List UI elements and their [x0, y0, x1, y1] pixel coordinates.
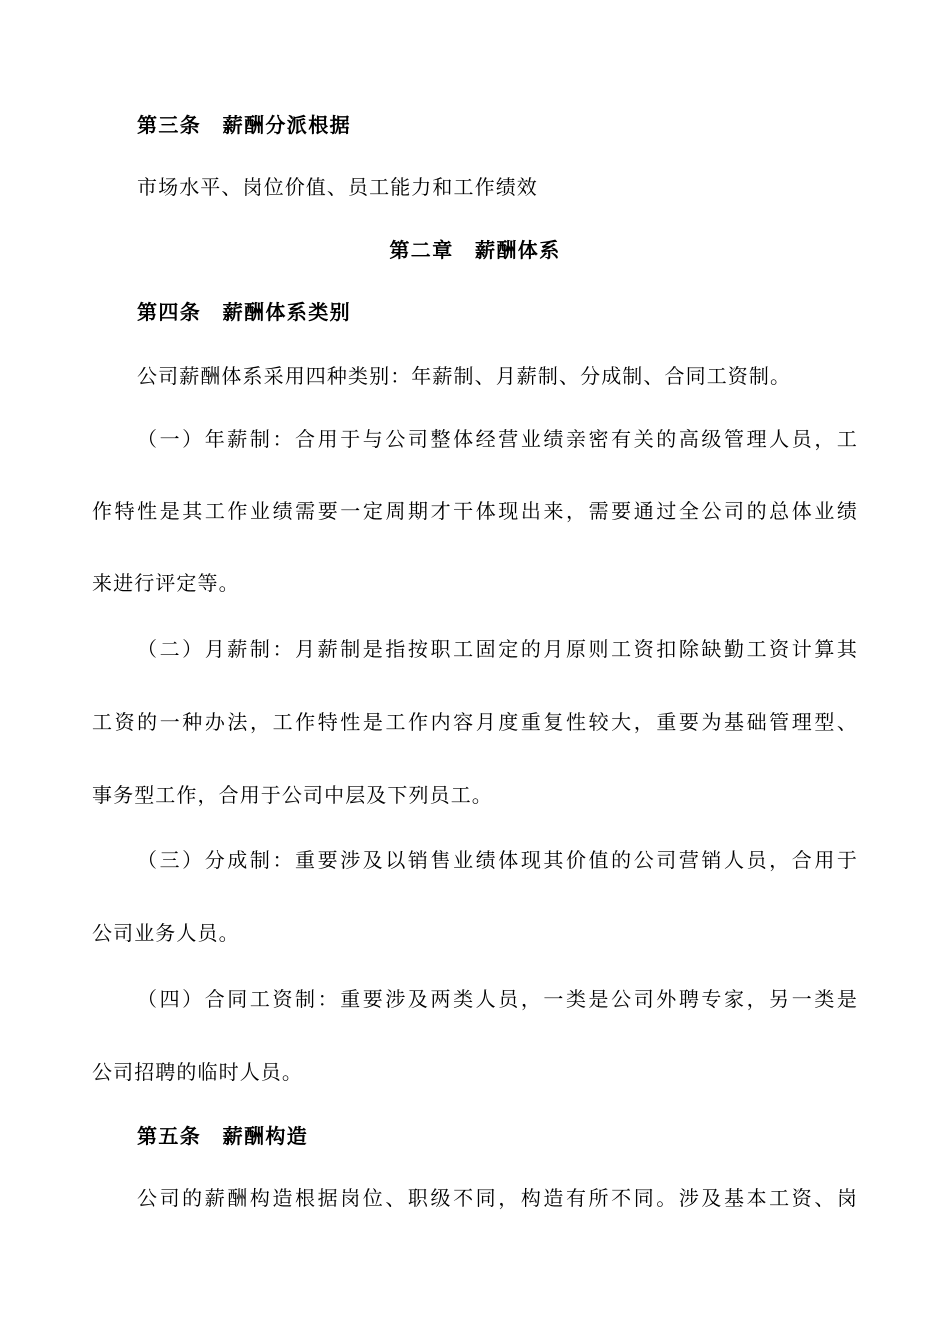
item3-line2: 公司业务人员。 — [92, 921, 240, 945]
item2-line2: 工资的一种办法，工作特性是工作内容月度重复性较大，重要为基础管理型、 — [92, 710, 858, 734]
article4-intro: 公司薪酬体系采用四种类别：年薪制、月薪制、分成制、合同工资制。 — [137, 364, 792, 388]
item4-line2: 公司招聘的临时人员。 — [92, 1060, 303, 1084]
article5-line1: 公司的薪酬构造根据岗位、职级不同，构造有所不同。涉及基本工资、岗 — [137, 1186, 858, 1210]
item1-line3: 来进行评定等。 — [92, 571, 240, 595]
chapter2-heading: 第二章 薪酬体系 — [389, 238, 561, 262]
article3-heading: 第三条 薪酬分派根据 — [137, 113, 351, 137]
article3-text: 市场水平、岗位价值、员工能力和工作绩效 — [137, 175, 538, 199]
article4-heading: 第四条 薪酬体系类别 — [137, 300, 351, 324]
item4-line1: （四）合同工资制：重要涉及两类人员，一类是公司外聘专家，另一类是 — [137, 987, 858, 1011]
item2-line3: 事务型工作，合用于公司中层及下列员工。 — [92, 783, 493, 807]
item1-line2: 作特性是其工作业绩需要一定周期才干体现出来，需要通过全公司的总体业绩 — [92, 499, 858, 523]
item1-line1: （一）年薪制：合用于与公司整体经营业绩亲密有关的高级管理人员，工 — [137, 427, 858, 451]
item2-line1: （二）月薪制：月薪制是指按职工固定的月原则工资扣除缺勤工资计算其 — [137, 637, 858, 661]
article5-heading: 第五条 薪酬构造 — [137, 1124, 309, 1148]
item3-line1: （三）分成制：重要涉及以销售业绩体现其价值的公司营销人员，合用于 — [137, 848, 858, 872]
